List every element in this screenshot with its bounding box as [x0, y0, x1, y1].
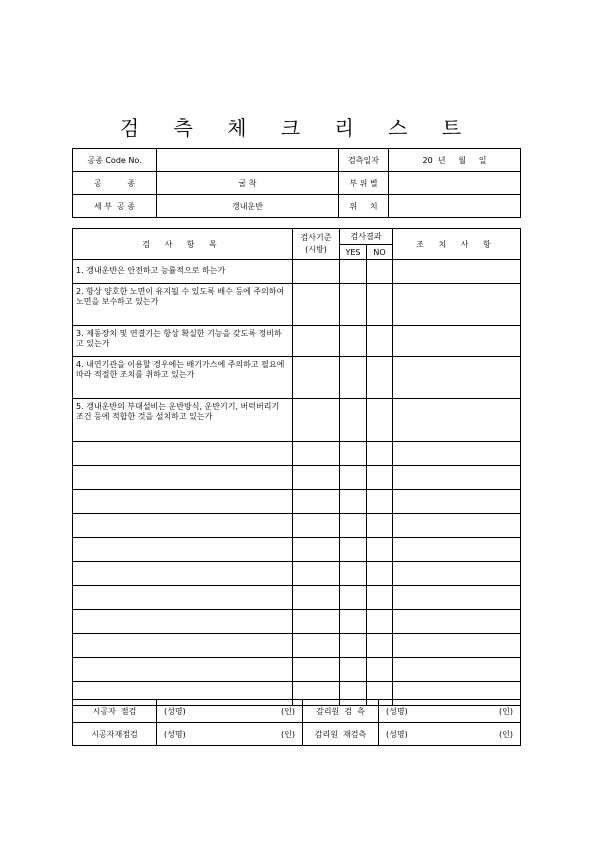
criteria-cell[interactable] [293, 284, 340, 326]
action-cell[interactable] [393, 538, 521, 562]
action-cell[interactable] [393, 326, 521, 357]
supervisor-check-label: 감리원 검 측 [303, 700, 379, 723]
empty-item-cell[interactable] [73, 562, 293, 586]
contractor-check-label: 시공자 점검 [73, 700, 157, 723]
yes-cell[interactable] [340, 490, 367, 514]
no-cell[interactable] [367, 514, 393, 538]
criteria-cell[interactable] [293, 562, 340, 586]
empty-item-cell[interactable] [73, 610, 293, 634]
criteria-cell[interactable] [293, 466, 340, 490]
no-cell[interactable] [367, 586, 393, 610]
header-yes: YES [340, 245, 367, 260]
no-cell[interactable] [367, 357, 393, 399]
work-label: 공 종 [73, 172, 157, 195]
header-action: 조 치 사 항 [393, 229, 521, 260]
action-cell[interactable] [393, 442, 521, 466]
no-cell[interactable] [367, 284, 393, 326]
signature-table [72, 699, 521, 746]
criteria-cell[interactable] [293, 260, 340, 284]
criteria-cell[interactable] [293, 658, 340, 682]
no-cell[interactable] [367, 466, 393, 490]
date-value[interactable]: 20 년 월 일 [389, 149, 521, 172]
code-value[interactable] [157, 149, 339, 172]
criteria-cell[interactable] [293, 538, 340, 562]
seal-label: (인) [499, 706, 513, 716]
empty-item-cell[interactable] [73, 490, 293, 514]
supervisor-recheck-label: 감리원 재검측 [303, 723, 379, 746]
no-cell[interactable] [367, 399, 393, 442]
check-item-1: 1. 갱내운반은 안전하고 능률적으로 하는가 [73, 260, 293, 284]
yes-cell[interactable] [340, 538, 367, 562]
no-cell[interactable] [367, 442, 393, 466]
yes-cell[interactable] [340, 658, 367, 682]
action-cell[interactable] [393, 260, 521, 284]
no-cell[interactable] [367, 562, 393, 586]
criteria-cell[interactable] [293, 586, 340, 610]
seal-label: (인) [499, 729, 513, 739]
name-label: (성명) [386, 729, 408, 739]
no-cell[interactable] [367, 658, 393, 682]
criteria-cell[interactable] [293, 514, 340, 538]
part-label: 부 위 별 [339, 172, 389, 195]
yes-cell[interactable] [340, 260, 367, 284]
seal-label: (인) [281, 706, 295, 716]
check-item-3: 3. 제동장치 및 연결기는 항상 확실한 기능을 갖도록 정비하고 있는가 [73, 326, 293, 357]
action-cell[interactable] [393, 490, 521, 514]
date-label: 검측일자 [339, 149, 389, 172]
name-label: (성명) [164, 729, 186, 739]
header-no: NO [367, 245, 393, 260]
empty-item-cell[interactable] [73, 538, 293, 562]
empty-item-cell[interactable] [73, 634, 293, 658]
part-value[interactable] [389, 172, 521, 195]
info-table [72, 148, 521, 218]
contractor-recheck-label: 시공자재점검 [73, 723, 157, 746]
header-item: 검 사 항 목 [73, 229, 293, 260]
action-cell[interactable] [393, 586, 521, 610]
criteria-cell[interactable] [293, 610, 340, 634]
empty-item-cell[interactable] [73, 442, 293, 466]
loc-value[interactable] [389, 195, 521, 218]
action-cell[interactable] [393, 357, 521, 399]
work-value[interactable]: 굴 착 [157, 172, 339, 195]
yes-cell[interactable] [340, 586, 367, 610]
page-title: 검 측 체 크 리 스 트 [119, 116, 476, 140]
criteria-cell[interactable] [293, 634, 340, 658]
yes-cell[interactable] [340, 284, 367, 326]
header-criteria [293, 229, 340, 260]
criteria-cell[interactable] [293, 357, 340, 399]
yes-cell[interactable] [340, 357, 367, 399]
detail-value[interactable]: 갱내운반 [157, 195, 339, 218]
criteria-cell[interactable] [293, 399, 340, 442]
seal-label: (인) [281, 729, 295, 739]
action-cell[interactable] [393, 634, 521, 658]
no-cell[interactable] [367, 634, 393, 658]
yes-cell[interactable] [340, 562, 367, 586]
no-cell[interactable] [367, 538, 393, 562]
name-label: (성명) [164, 706, 186, 716]
criteria-cell[interactable] [293, 326, 340, 357]
contractor-check-sign[interactable] [157, 700, 303, 723]
yes-cell[interactable] [340, 442, 367, 466]
checklist-table [72, 228, 521, 706]
supervisor-recheck-sign[interactable] [379, 723, 521, 746]
contractor-recheck-sign[interactable] [157, 723, 303, 746]
empty-item-cell[interactable] [73, 514, 293, 538]
yes-cell[interactable] [340, 514, 367, 538]
action-cell[interactable] [393, 610, 521, 634]
yes-cell[interactable] [340, 634, 367, 658]
action-cell[interactable] [393, 562, 521, 586]
action-cell[interactable] [393, 284, 521, 326]
no-cell[interactable] [367, 490, 393, 514]
detail-label: 세 부 공 종 [73, 195, 157, 218]
code-label: 공종 Code No. [73, 149, 157, 172]
empty-item-cell[interactable] [73, 586, 293, 610]
check-item-2: 2. 항상 양호한 노면이 유지될 수 있도록 배수 등에 주의하여 노면을 보수하고 있는가 [73, 284, 293, 326]
criteria-cell[interactable] [293, 442, 340, 466]
action-cell[interactable] [393, 399, 521, 442]
yes-cell[interactable] [340, 326, 367, 357]
empty-item-cell[interactable] [73, 466, 293, 490]
name-label: (성명) [386, 706, 408, 716]
yes-cell[interactable] [340, 466, 367, 490]
action-cell[interactable] [393, 514, 521, 538]
no-cell[interactable] [367, 260, 393, 284]
check-item-5: 5. 갱내운반의 부대설비는 운반방식, 운반기기, 버럭버리기 조건 등에 적합한 것을 설치하고 있는가 [73, 399, 293, 442]
yes-cell[interactable] [340, 610, 367, 634]
action-cell[interactable] [393, 466, 521, 490]
header-criteria-text: 검사기준 [300, 233, 332, 242]
header-criteria-sub: (시방) [305, 245, 327, 254]
supervisor-check-sign[interactable] [379, 700, 521, 723]
yes-cell[interactable] [340, 399, 367, 442]
empty-item-cell[interactable] [73, 658, 293, 682]
criteria-cell[interactable] [293, 490, 340, 514]
no-cell[interactable] [367, 326, 393, 357]
header-result: 검사결과 [340, 229, 393, 245]
action-cell[interactable] [393, 658, 521, 682]
check-item-4: 4. 내연기관을 이용할 경우에는 배기가스에 주의하고 필요에 따라 적절한 조치를 취하고 있는가 [73, 357, 293, 399]
no-cell[interactable] [367, 610, 393, 634]
loc-label: 위 치 [339, 195, 389, 218]
